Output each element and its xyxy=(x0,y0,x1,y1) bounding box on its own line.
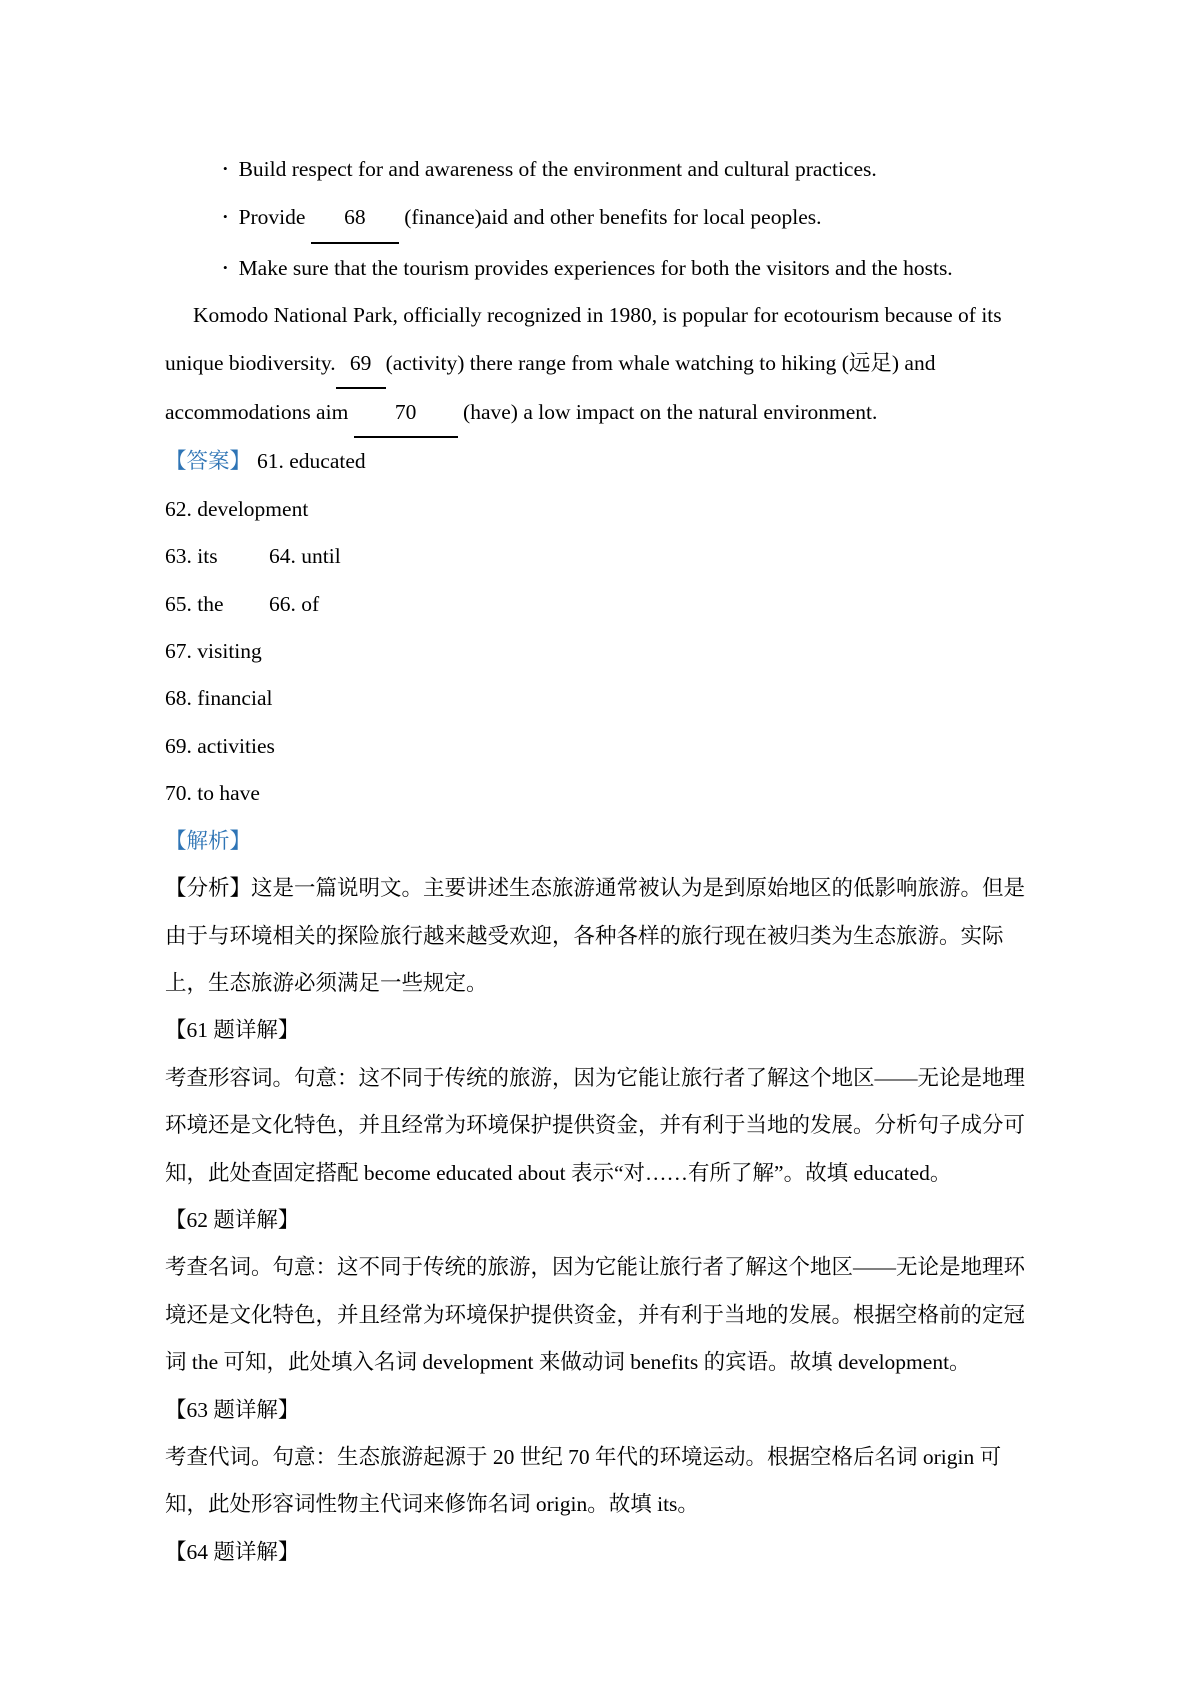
detail-61-line-3: 知，此处查固定搭配 become educated about 表示“对……有所了解”。故填 educated。 xyxy=(165,1160,952,1185)
detail-heading-62: 【62 题详解】 xyxy=(165,1207,300,1232)
answer-66: 66. of xyxy=(269,591,320,616)
analysis-overview-line-2: 由于与环境相关的探险旅行越来越受欢迎，各种各样的旅行现在被归类为生态旅游。实际 xyxy=(165,923,1004,948)
passage-bullet-1-text: Build respect for and awareness of the environment and cultural practices. xyxy=(238,157,877,181)
detail-heading-61: 【61 题详解】 xyxy=(165,1018,300,1043)
bullet-icon: • xyxy=(223,161,228,176)
answer-70: 70. to have xyxy=(165,781,260,806)
answer-row xyxy=(165,723,1050,770)
detail-63-line-2: 知，此处形容词性物主代词来修饰名词 origin。故填 its。 xyxy=(165,1492,699,1517)
analysis-overview-line-3: 上，生态旅游必须满足一些规定。 xyxy=(165,970,488,995)
answer-69: 69. activities xyxy=(165,733,275,758)
fill-blank-70: 70 xyxy=(354,389,458,438)
answers-label: 【答案】 xyxy=(165,449,252,474)
passage-paragraph-line-2-pre: unique biodiversity. xyxy=(165,350,336,375)
detail-heading-64: 【64 题详解】 xyxy=(165,1539,300,1564)
analysis-overview-text: 这是一篇说明文。主要讲述生态旅游通常被认为是到原始地区的低影响旅游。但是 xyxy=(251,876,1026,901)
passage-paragraph-line-2 xyxy=(165,340,1050,389)
answer-row xyxy=(165,628,1050,675)
detail-62-line-1: 考查名词。句意：这不同于传统的旅游，因为它能让旅行者了解这个地区——无论是地理环 xyxy=(165,1255,1026,1280)
passage-bullet-3-text: Make sure that the tourism provides experiences for both the visitors and the hosts. xyxy=(238,255,953,280)
detail-61-line-2: 环境还是文化特色，并且经常为环境保护提供资金，并有利于当地的发展。分析句子成分可 xyxy=(165,1113,1026,1138)
analysis-overview-label: 【分析】 xyxy=(165,876,252,901)
answer-65: 65. the xyxy=(165,591,224,616)
bullet-icon: • xyxy=(223,209,228,225)
detail-62-line-2: 境还是文化特色，并且经常为环境保护提供资金，并有利于当地的发展。根据空格前的定冠 xyxy=(165,1302,1026,1327)
passage-bullet-2 xyxy=(165,193,1050,243)
passage-paragraph-line-2-post: (activity) there range from whale watching to hiking (远足) and xyxy=(385,350,936,375)
fill-blank-69: 69 xyxy=(336,340,386,389)
answer-67: 67. visiting xyxy=(165,639,262,664)
fill-blank-68: 68 xyxy=(311,194,399,243)
passage-paragraph-line-3 xyxy=(165,389,1050,438)
answer-63: 63. its xyxy=(165,544,218,569)
passage-paragraph-line-1: Komodo National Park, officially recognized in 1980, is popular for ecotourism because of its xyxy=(193,303,1002,328)
analysis-overview-line-1 xyxy=(165,865,1050,912)
answer-61: 61. educated xyxy=(257,449,366,474)
answer-row xyxy=(165,486,1050,533)
passage-paragraph-line-3-post: (have) a low impact on the natural environment. xyxy=(457,400,878,425)
detail-61-line-1: 考查形容词。句意：这不同于传统的旅游，因为它能让旅行者了解这个地区——无论是地理 xyxy=(165,1065,1026,1090)
passage-bullet-2-post: (finance)aid and other benefits for local peoples. xyxy=(398,205,822,230)
passage-bullet-3 xyxy=(165,244,1050,292)
answer-row xyxy=(165,675,1050,722)
answer-row xyxy=(165,581,1050,628)
detail-heading-63: 【63 题详解】 xyxy=(165,1397,300,1422)
answers-first-line xyxy=(165,438,1050,485)
answer-68: 68. financial xyxy=(165,686,273,711)
detail-63-line-1: 考查代词。句意：生态旅游起源于 20 世纪 70 年代的环境运动。根据空格后名词 origin 可 xyxy=(165,1444,1002,1469)
passage-bullet-2-pre: Provide xyxy=(238,205,311,230)
answer-row xyxy=(165,770,1050,817)
passage-bullet-1 xyxy=(165,145,1050,193)
answer-64: 64. until xyxy=(269,544,341,569)
bullet-icon: • xyxy=(223,259,228,275)
passage-paragraph-line-3-pre: accommodations aim xyxy=(165,400,354,425)
detail-62-line-3: 词 the 可知，此处填入名词 development 来做动词 benefits 的宾语。故填 development。 xyxy=(165,1350,971,1375)
analysis-header xyxy=(165,818,1050,865)
answer-62: 62. development xyxy=(165,496,309,521)
answer-row xyxy=(165,533,1050,580)
analysis-label: 【解析】 xyxy=(165,828,252,853)
